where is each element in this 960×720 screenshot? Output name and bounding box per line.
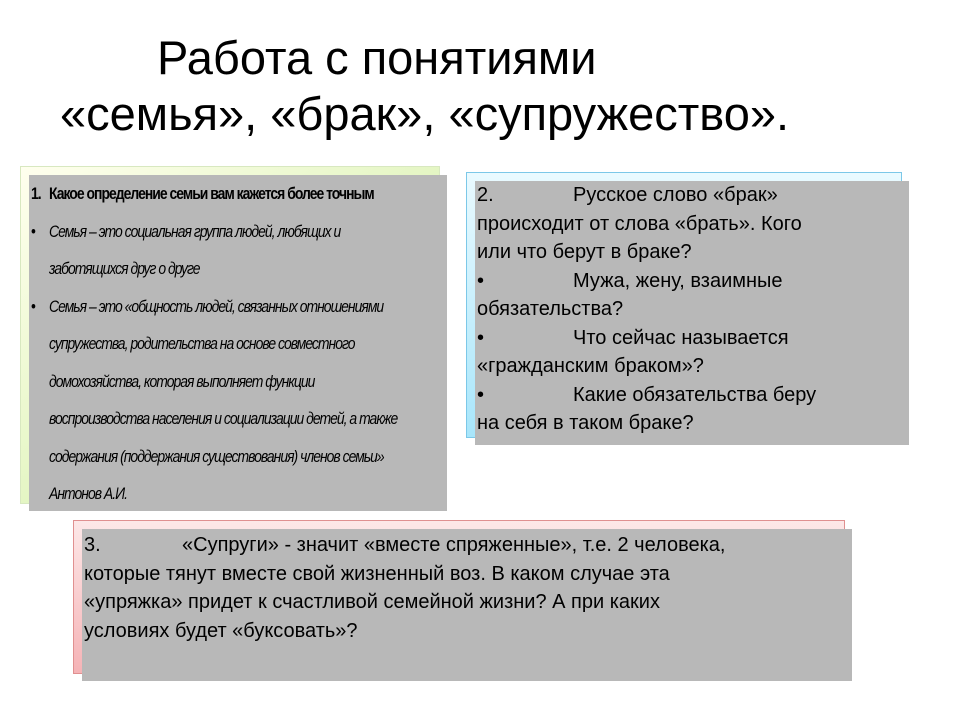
list-item <box>477 381 893 410</box>
definition-2-line-2: супружества, родительства на основе совместного <box>49 334 355 353</box>
list-item <box>477 267 893 296</box>
spouses-box <box>73 520 845 674</box>
bullet: • <box>31 296 35 316</box>
definition-2-line-5: содержания (поддержания существования) членов семьи» <box>49 446 384 466</box>
spouses-line-3: «упряжка» придет к счастливой семейной жизни? А при каких <box>84 591 660 613</box>
definition-1-line-1: Семья – это социальная группа людей, любящих и <box>49 221 341 241</box>
spouses-line-1 <box>84 531 834 560</box>
item-number: 2. <box>477 184 494 206</box>
slide-title <box>0 30 960 142</box>
bullet: • <box>477 269 485 292</box>
marriage-question-line-2: происходит от слова «брать». Кого <box>477 212 802 235</box>
item-number: 3. <box>84 534 101 556</box>
bullet-3-line-2: на себя в таком браке? <box>477 412 694 434</box>
list-item <box>477 324 893 353</box>
bullet-1-line-1: Мужа, жену, взаимные <box>573 269 783 292</box>
definitions-box <box>20 166 440 504</box>
spouses-text: «Супруги» - значит «вместе спряженные», т.е. 2 человека, <box>182 534 726 556</box>
definition-2-line-3: домохозяйства, которая выполняет функции <box>49 371 315 391</box>
bullet: • <box>477 326 485 349</box>
definition-1-line-2: заботящихся друг о друге <box>49 259 200 278</box>
definition-2-line-1: Семья – это «общность людей, связанных отношениями <box>49 296 384 316</box>
marriage-box <box>466 172 902 438</box>
marriage-question-line-1 <box>477 181 893 210</box>
definition-2-line-4: воспроизводства населения и социализации детей, а также <box>49 409 398 428</box>
bullet-3-line-1: Какие обязательства беру <box>573 383 817 406</box>
bullet: • <box>477 383 485 406</box>
list-item <box>31 213 441 251</box>
bullet-2-line-1: Что сейчас называется <box>573 326 789 349</box>
marriage-question-text: Русское слово «брак» <box>573 184 778 206</box>
definitions-heading: Какое определение семьи вам кажется более точным <box>49 184 374 203</box>
item-number: 1. <box>31 184 41 203</box>
marriage-question-line-3: или что берут в браке? <box>477 241 692 263</box>
spouses-line-2: которые тянут вместе свой жизненный воз. В каком случае эта <box>84 562 670 585</box>
title-line-2: «семья», «брак», «супружество». <box>60 87 790 140</box>
definitions-heading-row <box>31 175 441 213</box>
bullet-1-line-2: обязательства? <box>477 298 624 320</box>
list-item <box>31 288 441 326</box>
definitions-text <box>31 175 441 513</box>
definition-2-line-6: Антонов А.И. <box>49 484 128 503</box>
title-line-1: Работа с понятиями <box>157 31 597 84</box>
bullet: • <box>31 221 35 241</box>
bullet-2-line-2: «гражданским браком»? <box>477 355 704 377</box>
spouses-line-4: условиях будет «буксовать»? <box>84 619 358 642</box>
